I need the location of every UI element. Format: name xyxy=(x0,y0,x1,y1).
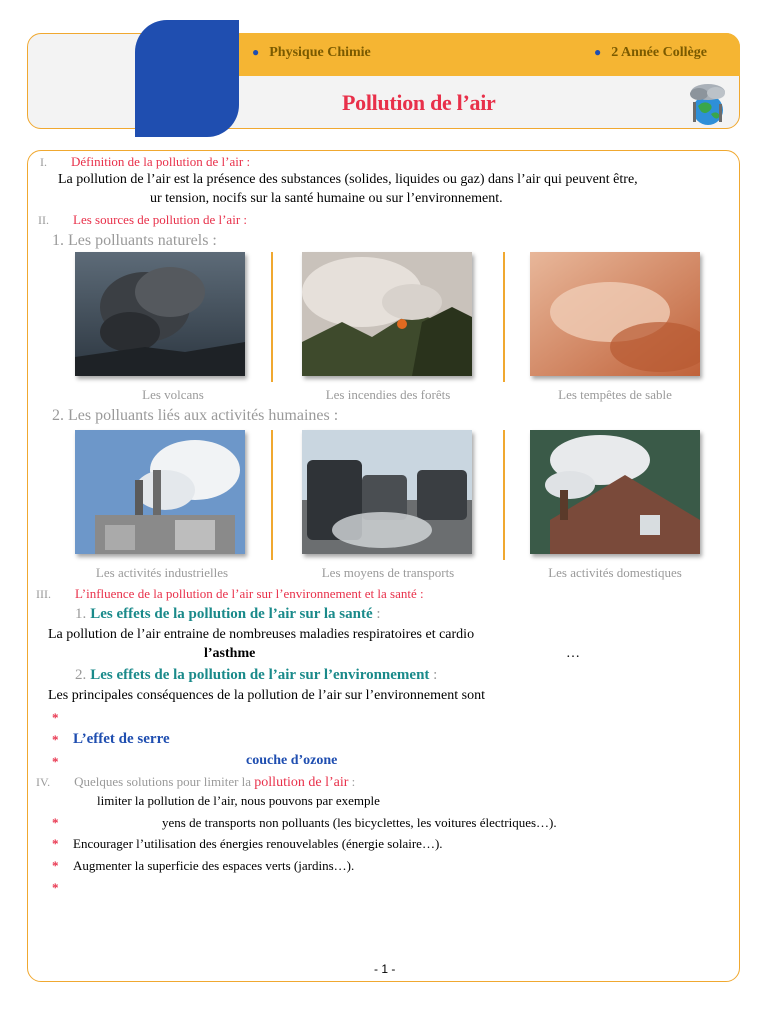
solution-item: Augmenter la superficie des espaces verts (jardins…). xyxy=(73,858,355,873)
human-pollutants-heading: 2. Les polluants liés aux activités humaines : xyxy=(52,407,339,424)
asthma-label: l’asthme xyxy=(204,646,256,661)
blue-tab-decoration xyxy=(135,20,239,137)
solution-item: Encourager l’utilisation des énergies renouvelables (énergie solaire…). xyxy=(73,836,443,851)
caption-industrial-activities: Les activités industrielles xyxy=(95,565,229,580)
caption-domestic-activities: Les activités domestiques xyxy=(548,565,682,580)
environment-effects-heading: 2. Les effets de la pollution de l’air sur l’environnement : xyxy=(75,667,438,683)
section-2-heading: II. Les sources de pollution de l’air : xyxy=(38,212,248,227)
page-title: Pollution de l’air xyxy=(342,90,496,115)
solutions-intro: limiter la pollution de l’air, nous pouvons par exemple xyxy=(97,793,380,808)
caption-transport: Les moyens de transports xyxy=(321,565,455,580)
definition-line-2: ur tension, nocifs sur la santé humaine ou sur l’environnement. xyxy=(150,191,503,206)
bullet-icon: * xyxy=(52,732,59,747)
level-label: ● 2 Année Collège xyxy=(594,45,707,60)
traffic-photo xyxy=(302,430,472,554)
page-number: - 1 - xyxy=(374,962,396,976)
natural-pollutants-heading: 1. Les polluants naturels : xyxy=(52,232,217,249)
bullet-icon: * xyxy=(52,858,59,873)
column-divider xyxy=(503,252,505,382)
health-effects-heading: 1. Les effets de la pollution de l’air sur la santé : xyxy=(75,606,381,622)
bullet-icon: * xyxy=(52,880,59,895)
earth-cloud-logo-icon xyxy=(683,80,733,128)
column-divider xyxy=(271,430,273,560)
subject-label: ● Physique Chimie xyxy=(252,45,371,60)
ozone-layer: couche d’ozone xyxy=(246,753,338,768)
section-4-heading: IV. Quelques solutions pour limiter la pollution de l’air : xyxy=(36,774,356,790)
bullet-icon: * xyxy=(52,815,59,830)
volcano-photo xyxy=(75,252,245,376)
definition-line-1: La pollution de l’air est la présence des substances (solides, liquides ou gaz) dans l’air qui peuvent être, xyxy=(58,172,638,187)
greenhouse-effect: L’effet de serre xyxy=(73,731,170,747)
column-divider xyxy=(271,252,273,382)
health-text: La pollution de l’air entraine de nombreuses maladies respiratoires et cardio xyxy=(48,627,475,642)
sandstorm-photo xyxy=(530,252,700,376)
solution-item: yens de transports non polluants (les bicyclettes, les voitures électriques…). xyxy=(162,815,557,830)
bullet-icon: * xyxy=(52,754,59,769)
bullet-icon: * xyxy=(52,710,59,725)
bullet-icon: ● xyxy=(252,45,260,59)
column-divider xyxy=(503,430,505,560)
environment-text: Les principales conséquences de la pollution de l’air sur l’environnement sont xyxy=(48,688,485,703)
bullet-icon: * xyxy=(52,836,59,851)
section-3-heading: III. L’influence de la pollution de l’air sur l’environnement et la santé : xyxy=(36,586,424,601)
caption-volcanoes: Les volcans xyxy=(142,387,204,402)
forest-fire-photo xyxy=(302,252,472,376)
section-1-heading: I. Définition de la pollution de l’air : xyxy=(40,154,251,169)
domestic-photo xyxy=(530,430,700,554)
ellipsis: … xyxy=(566,646,580,661)
industry-photo xyxy=(75,430,245,554)
caption-sandstorms: Les tempêtes de sable xyxy=(558,387,672,402)
caption-forest-fires: Les incendies des forêts xyxy=(325,387,451,402)
bullet-icon: ● xyxy=(594,45,602,59)
